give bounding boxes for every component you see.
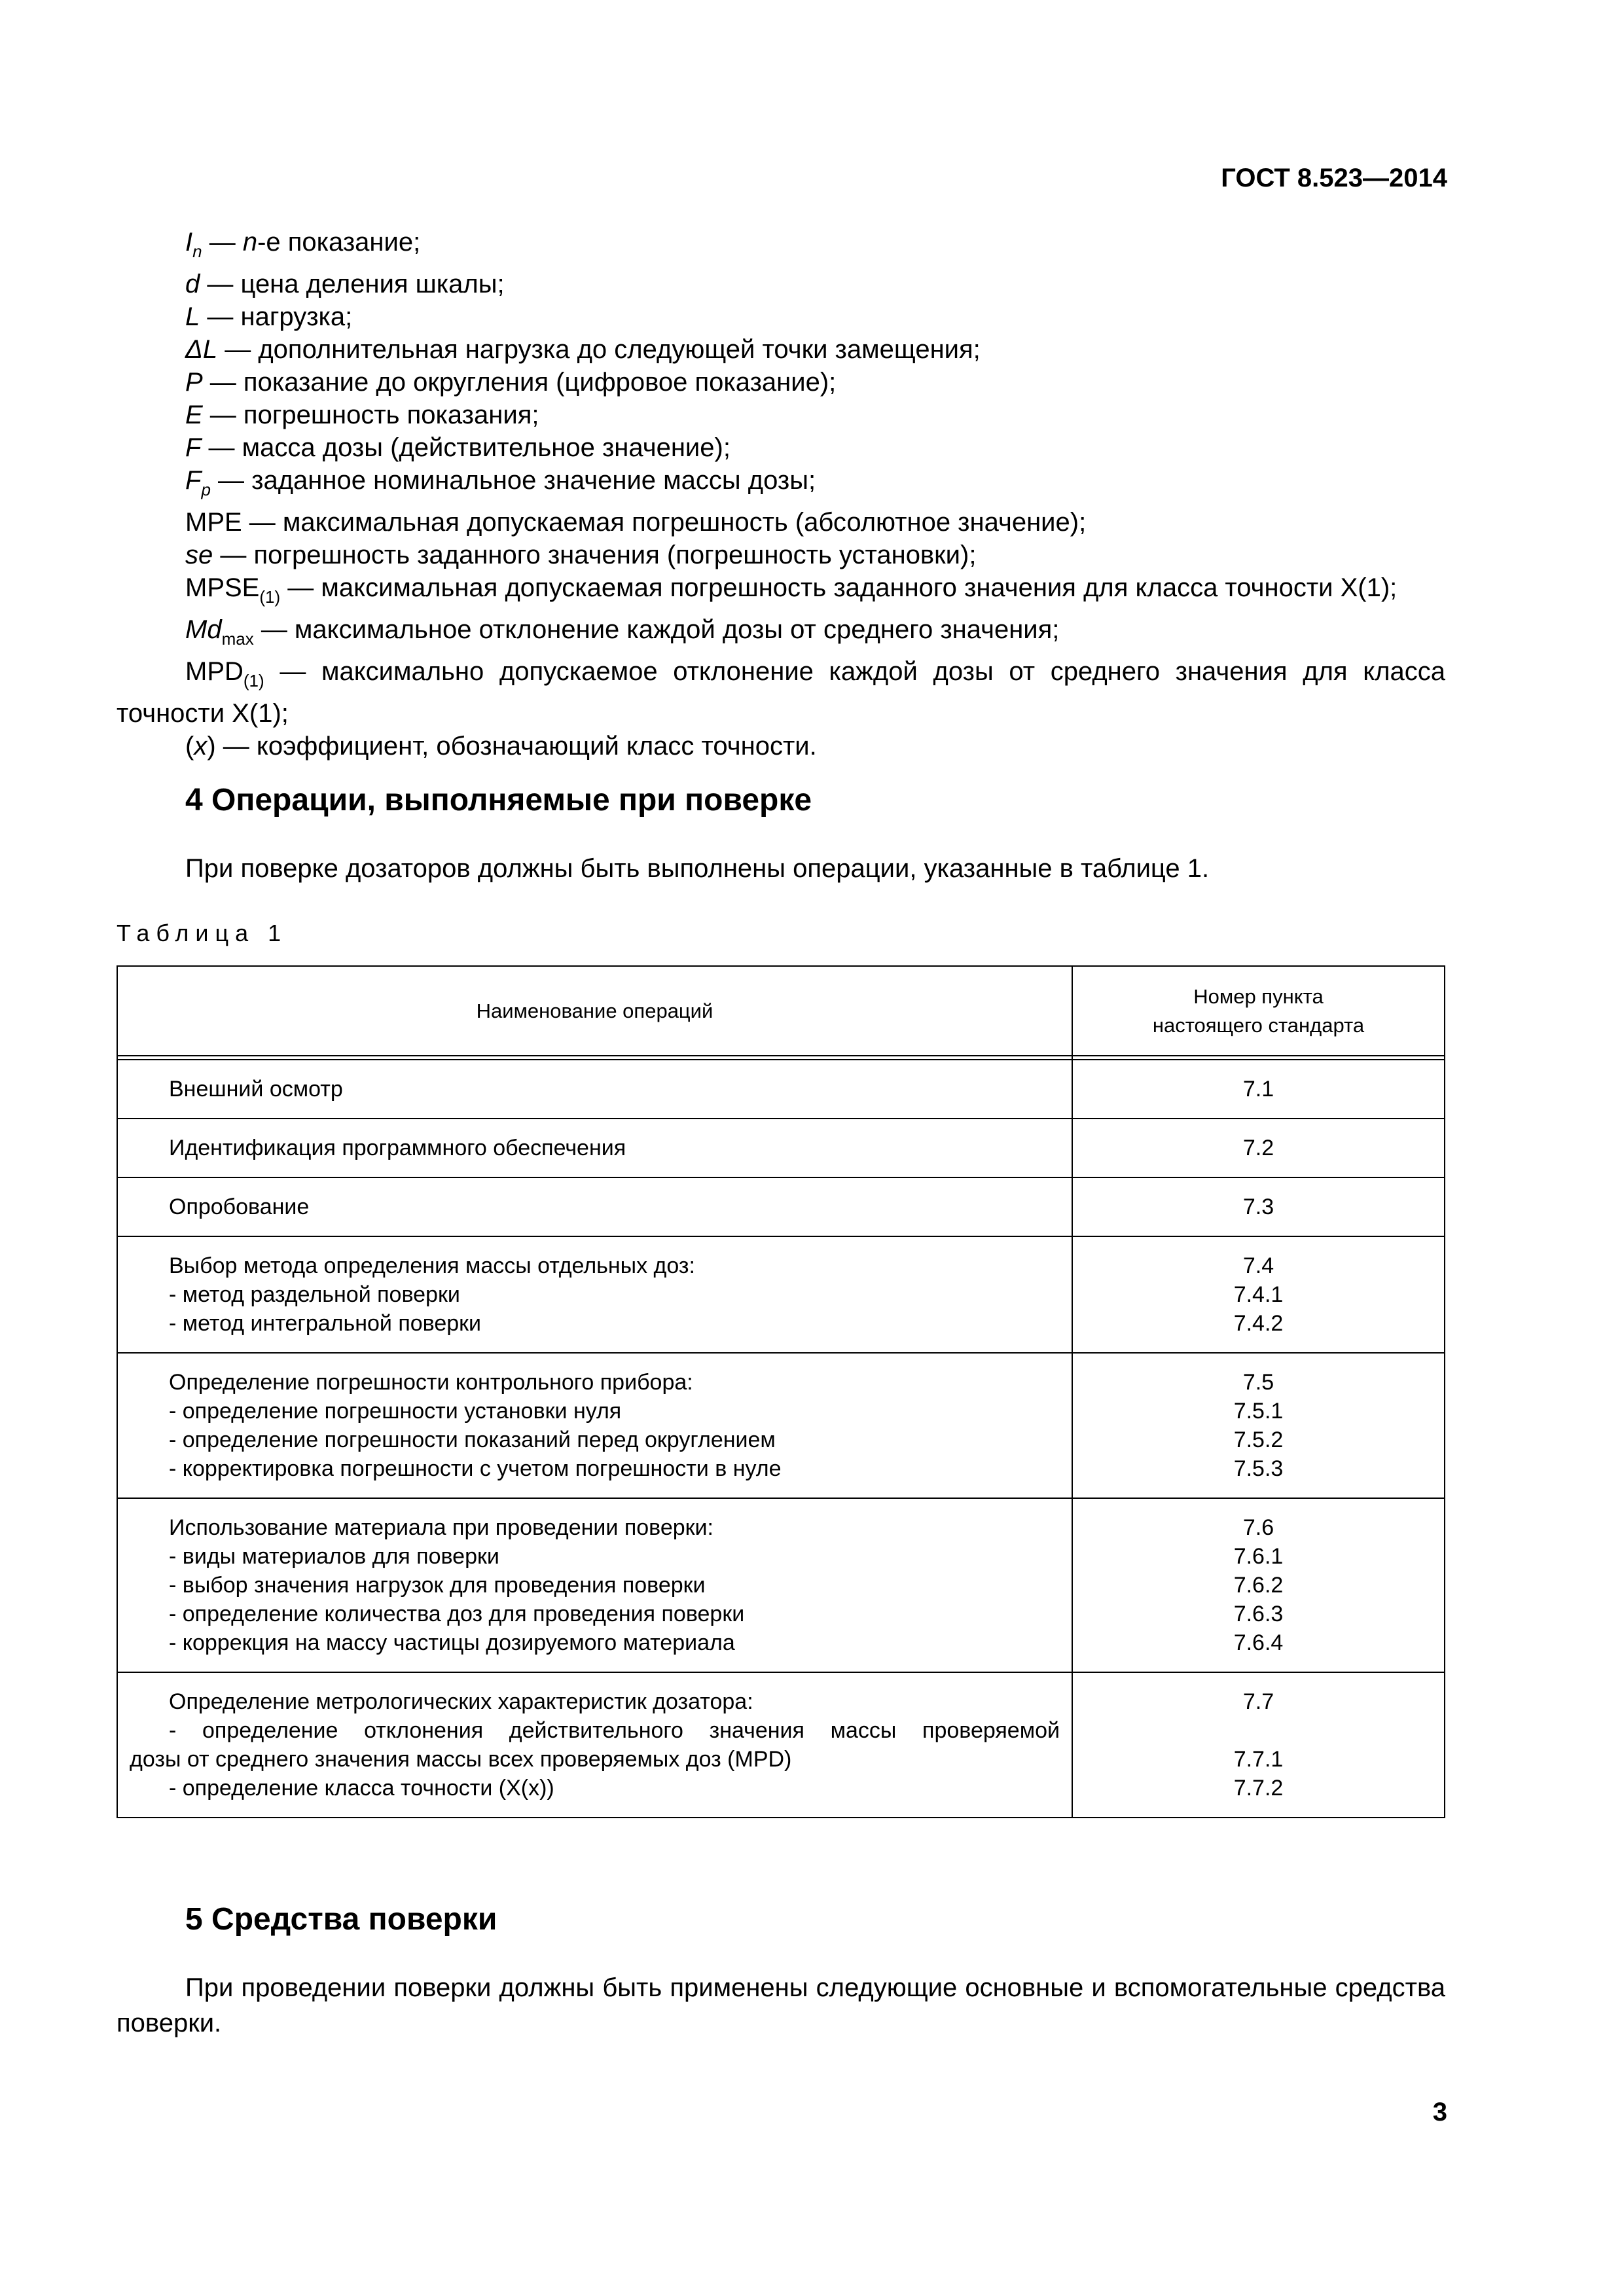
- operation-line: - корректировка погрешности с учетом погрешности в нуле: [169, 1456, 782, 1481]
- number-line: 7.5: [1242, 1370, 1274, 1395]
- operation-line: - коррекция на массу частицы дозируемого материала: [169, 1630, 735, 1655]
- symbol-subscript: (1): [243, 671, 264, 691]
- symbol-subscript: n: [192, 242, 202, 261]
- number-line: 7.5.1: [1233, 1399, 1284, 1424]
- number-line: 7.6: [1242, 1515, 1274, 1540]
- number-line: 7.7: [1242, 1689, 1274, 1714]
- table-caption: Таблица 1: [117, 920, 288, 946]
- definition-text: — максимальная допускаемая погрешность заданного значения для класса точности X(1);: [280, 573, 1398, 602]
- dash: —: [202, 228, 243, 257]
- definition-item: [117, 300, 1445, 333]
- header-number: [1072, 966, 1445, 1056]
- symbol: E: [185, 401, 203, 429]
- number-cell: [1072, 1177, 1445, 1236]
- symbol: F: [185, 466, 202, 495]
- table-row: [117, 1060, 1445, 1119]
- table-header-row: [117, 966, 1445, 1056]
- definition-item: [117, 268, 1445, 300]
- number-line: 7.7.2: [1233, 1776, 1284, 1801]
- symbol: L: [185, 302, 200, 331]
- table-row: [117, 1236, 1445, 1353]
- table-row: [117, 1498, 1445, 1672]
- definitions-list: [117, 226, 1445, 762]
- operation-cell: [117, 1119, 1072, 1177]
- number-line: 7.2: [1242, 1136, 1274, 1160]
- definition-text: — максимальная допускаемая погрешность (абсолютное значение);: [242, 508, 1087, 537]
- operation-line: Выбор метода определения массы отдельных доз:: [169, 1253, 695, 1278]
- symbol: F: [185, 433, 202, 462]
- definition-item: [117, 730, 1445, 762]
- operation-line: Использование материала при проведении поверки:: [169, 1515, 713, 1540]
- operation-cell: [117, 1353, 1072, 1498]
- definition-item: [117, 464, 1445, 506]
- operations-table: [117, 965, 1445, 1818]
- operation-line: Определение метрологических характеристик дозатора:: [169, 1689, 753, 1714]
- symbol: se: [185, 541, 213, 569]
- definition-text: — дополнительная нагрузка до следующей точки замещения;: [217, 335, 981, 364]
- operation-cell: [117, 1177, 1072, 1236]
- number-line: 7.6.2: [1233, 1573, 1284, 1598]
- symbol: MPD: [185, 657, 244, 686]
- operation-line: - выбор значения нагрузок для проведения поверки: [169, 1573, 706, 1598]
- operation-line: - определение погрешности показаний перед округлением: [169, 1427, 776, 1452]
- operation-line: Идентификация программного обеспечения: [169, 1136, 626, 1160]
- definition-text: — погрешность заданного значения (погрешность установки);: [213, 541, 977, 569]
- symbol-subscript: max: [221, 629, 254, 649]
- symbol: n: [242, 228, 258, 257]
- section-4-heading: 4 Операции, выполняемые при поверке: [185, 783, 812, 817]
- header-operation: Наименование операций: [117, 966, 1072, 1056]
- header-number-line: Номер пункта: [1193, 984, 1324, 1008]
- number-cell: [1072, 1119, 1445, 1177]
- symbol: MPSE: [185, 573, 260, 602]
- operation-line: дозы от среднего значения массы всех проверяемых доз (MPD): [130, 1747, 792, 1772]
- symbol: ΔL: [185, 335, 218, 364]
- operation-cell: [117, 1236, 1072, 1353]
- number-line: 7.4: [1242, 1253, 1274, 1278]
- table-row: [117, 1353, 1445, 1498]
- number-line: 7.1: [1242, 1077, 1274, 1102]
- definition-text: -е показание;: [257, 228, 421, 257]
- number-cell: [1072, 1353, 1445, 1498]
- definition-text: — погрешность показания;: [202, 401, 539, 429]
- definition-text: — масса дозы (действительное значение);: [201, 433, 731, 462]
- symbol: P: [185, 368, 203, 397]
- header-number-line: настоящего стандарта: [1152, 1013, 1365, 1037]
- operation-cell: [117, 1060, 1072, 1119]
- table-row: [117, 1119, 1445, 1177]
- definition-item: [117, 655, 1445, 730]
- number-line: 7.4.2: [1233, 1311, 1284, 1336]
- symbol: x: [194, 732, 208, 761]
- section-4-intro: При поверке дозаторов должны быть выполнены операции, указанные в таблице 1.: [185, 854, 1210, 883]
- definition-text: — цена деления шкалы;: [200, 270, 505, 298]
- number-line: 7.6.4: [1233, 1630, 1284, 1655]
- number-cell: [1072, 1498, 1445, 1672]
- operation-line: Опробование: [169, 1194, 310, 1219]
- operation-line: Определение погрешности контрольного прибора:: [169, 1370, 693, 1395]
- definition-item: [117, 366, 1445, 399]
- definition-item: [117, 431, 1445, 464]
- number-line: 7.5.3: [1233, 1456, 1284, 1481]
- definition-item: [117, 506, 1445, 539]
- operation-line: - определение отклонения действительного значения массы проверяемой: [169, 1718, 1060, 1743]
- document-code: ГОСТ 8.523—2014: [1221, 164, 1447, 192]
- table-row: [117, 1177, 1445, 1236]
- definition-text: ) — коэффициент, обозначающий класс точности.: [207, 732, 817, 761]
- operation-cell: [117, 1672, 1072, 1818]
- definition-text: — максимальное отклонение каждой дозы от среднего значения;: [253, 615, 1060, 644]
- definition-text: — заданное номинальное значение массы дозы;: [210, 466, 816, 495]
- symbol: I: [185, 228, 193, 257]
- section-5-text: При проведении поверки должны быть применены следующие основные и вспомогательные средства поверки.: [117, 1973, 1445, 2037]
- number-line: 7.4.1: [1233, 1282, 1284, 1307]
- symbol: d: [185, 270, 200, 298]
- page-number: 3: [1432, 2098, 1447, 2126]
- operation-line: - определение количества доз для проведения поверки: [169, 1602, 745, 1626]
- definition-item: [117, 571, 1445, 613]
- operation-line: - виды материалов для поверки: [169, 1544, 499, 1569]
- definition-text: — показание до округления (цифровое показание);: [202, 368, 837, 397]
- bracket: (: [185, 732, 194, 761]
- definition-item: [117, 226, 1445, 268]
- operation-cell: [117, 1498, 1072, 1672]
- number-line: 7.7.1: [1233, 1747, 1284, 1772]
- operation-line: - определение класса точности (X(x)): [169, 1776, 554, 1801]
- table-row: [117, 1672, 1445, 1818]
- symbol: MPE: [185, 508, 242, 537]
- definition-text: — нагрузка;: [200, 302, 353, 331]
- number-cell: [1072, 1672, 1445, 1818]
- number-line: 7.6.3: [1233, 1602, 1284, 1626]
- symbol-subscript: (1): [259, 587, 281, 607]
- number-line: 7.3: [1242, 1194, 1274, 1219]
- number-cell: [1072, 1060, 1445, 1119]
- definition-item: [117, 613, 1445, 655]
- operation-line: Внешний осмотр: [169, 1077, 343, 1102]
- operation-line: - метод раздельной поверки: [169, 1282, 460, 1307]
- number-line: 7.5.2: [1233, 1427, 1284, 1452]
- symbol-subscript: p: [201, 480, 211, 499]
- definition-item: [117, 333, 1445, 366]
- symbol: Md: [185, 615, 222, 644]
- number-cell: [1072, 1236, 1445, 1353]
- operation-line: - метод интегральной поверки: [169, 1311, 482, 1336]
- definition-item: [117, 539, 1445, 571]
- number-line-spacer: [1073, 1716, 1444, 1745]
- number-line: 7.6.1: [1233, 1544, 1284, 1569]
- operation-line: - определение погрешности установки нуля: [169, 1399, 622, 1424]
- definition-item: [117, 399, 1445, 431]
- section-5-heading: 5 Средства поверки: [185, 1902, 497, 1937]
- definition-text: — максимально допускаемое отклонение каждой дозы от среднего значения для класса точности X(1);: [117, 657, 1445, 728]
